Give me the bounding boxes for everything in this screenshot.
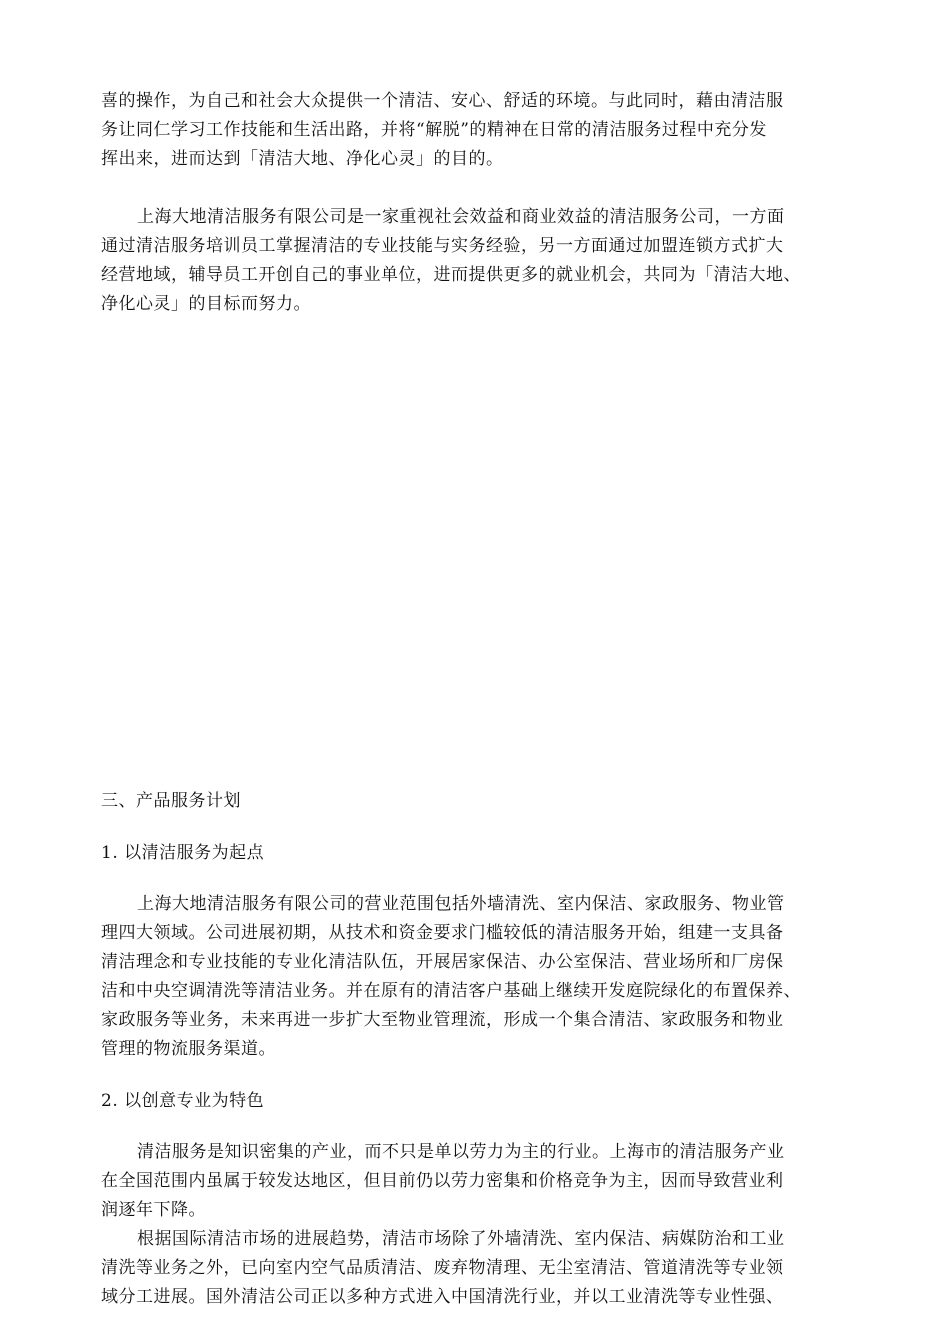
body-text-line: 洁和中央空调清洗等清洁业务。并在原有的清洁客户基础上继续开发庭院绿化的布置保养、: [101, 981, 801, 1001]
body-text-line: 喜的操作，为自己和社会大众提供一个清洁、安心、舒适的环境。与此同时，藉由清洁服: [101, 91, 784, 111]
section-heading: 三、产品服务计划: [101, 791, 241, 811]
body-text-line: 域分工进展。国外清洁公司正以多种方式进入中国清洗行业，并以工业清洗等专业性强、: [101, 1287, 784, 1307]
body-text-line: 清洗等业务之外，已向室内空气品质清洁、废弃物清理、无尘室清洁、管道清洗等专业领: [101, 1258, 784, 1278]
body-text-line: 清洁服务是知识密集的产业，而不只是单以劳力为主的行业。上海市的清洁服务产业: [137, 1142, 785, 1162]
body-text-line: 理四大领域。公司进展初期，从技术和资金要求门槛较低的清洁服务开始，组建一支具备: [101, 923, 784, 943]
body-text-line: 经营地域，辅导员工开创自己的事业单位，进而提供更多的就业机会，共同为「清洁大地、: [101, 265, 801, 285]
body-text-line: 清洁理念和专业技能的专业化清洁队伍，开展居家保洁、办公室保洁、营业场所和厂房保: [101, 952, 784, 972]
body-text-line: 家政服务等业务，未来再进一步扩大至物业管理流，形成一个集合清洁、家政服务和物业: [101, 1010, 784, 1030]
body-text-line: 通过清洁服务培训员工掌握清洁的专业技能与实务经验，另一方面通过加盟连锁方式扩大: [101, 236, 784, 256]
body-text-line: 挥出来，进而达到「清洁大地、净化心灵」的目的。: [101, 149, 504, 169]
subsection-heading: 1. 以清洁服务为起点: [101, 843, 265, 863]
body-text-line: 上海大地清洁服务有限公司是一家重视社会效益和商业效益的清洁服务公司，一方面: [137, 207, 785, 227]
subsection-heading: 2. 以创意专业为特色: [101, 1091, 265, 1111]
body-text-line: 管理的物流服务渠道。: [101, 1039, 276, 1059]
body-text-line: 润逐年下降。: [101, 1200, 206, 1220]
body-text-line: 务让同仁学习工作技能和生活出路，并将“解脱”的精神在日常的清洁服务过程中充分发: [101, 120, 767, 140]
body-text-line: 上海大地清洁服务有限公司的营业范围包括外墙清洗、室内保洁、家政服务、物业管: [137, 894, 785, 914]
body-text-line: 净化心灵」的目标而努力。: [101, 294, 311, 314]
body-text-line: 根据国际清洁市场的进展趋势，清洁市场除了外墙清洗、室内保洁、病媒防治和工业: [137, 1229, 785, 1249]
body-text-line: 在全国范围内虽属于较发达地区，但目前仍以劳力密集和价格竞争为主，因而导致营业利: [101, 1171, 784, 1191]
